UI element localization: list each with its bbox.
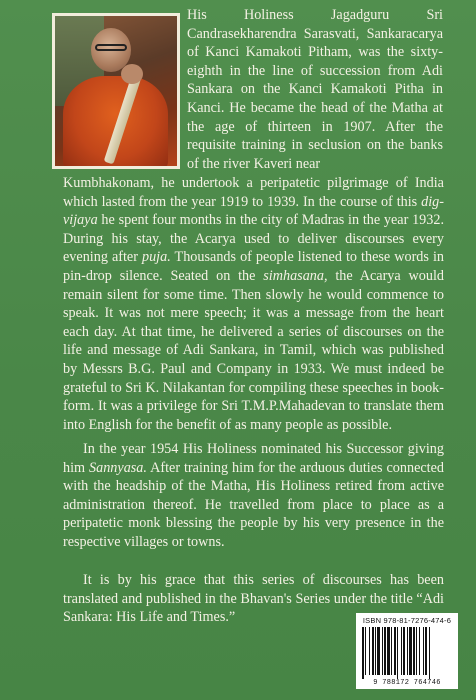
barcode-bar [423, 627, 424, 675]
text-run: Kumbhakonam, he undertook a peripatetic pilgrimage of India which lasted from the year 1919 to 1939. In the course of this [63, 175, 444, 210]
barcode-bar [394, 627, 396, 675]
barcode-bar [401, 627, 402, 675]
barcode-bar [419, 627, 420, 675]
barcode-bar [429, 627, 430, 679]
barcode-bar [413, 627, 415, 675]
barcode-icon [360, 627, 454, 679]
photo-glasses [95, 44, 127, 51]
italic-term-dig-vijaya: dig-vijaya [63, 193, 444, 229]
italic-term-simhasana: simhasana, [263, 267, 328, 284]
barcode-bar [425, 627, 427, 675]
barcode-bar [407, 627, 408, 675]
photo-hand [121, 64, 143, 84]
barcode-bar [403, 627, 405, 675]
bio-paragraph-1-continued [63, 174, 444, 434]
italic-term-puja: puja. [141, 249, 171, 266]
author-photo [55, 16, 177, 166]
text-run: Thousands of people listened to these words in pin-drop silence. Seated on the [63, 249, 444, 284]
barcode-bar [409, 627, 412, 675]
italic-term-sannyasa: Sannyasa. [89, 459, 147, 476]
barcode-bar [362, 627, 364, 679]
barcode-bar [391, 627, 392, 675]
barcode-bar [384, 627, 386, 675]
barcode-bar [416, 627, 417, 675]
text-run: After training him for the arduous duties connected with the headship of the Matha, His Holiness retired from active administration thereof. He travelled from place to place as a peripatetic monk blessing the people by his very presence in the respective villages or towns. [63, 459, 444, 550]
barcode-bar [377, 627, 380, 675]
isbn-label: ISBN 978-81-7276-474-6 [362, 616, 452, 625]
barcode-bar [369, 627, 370, 675]
barcode-bar [365, 627, 366, 675]
barcode-box [356, 613, 458, 689]
bio-paragraph-3: It is by his grace that this series of discourses has been translated and published in the Bhavan's Series under the title “Adi Sankara: His Life and Times.” [63, 572, 444, 626]
text-run: the Acarya would remain silent for some time. Then slowly he would commence to speak. It was not mere speech; it was a message from the heart each day. At that time, he delivered a series of discourses on the life and message of Adi Sankara, in Tamil, which was published by Messrs B.G. Paul and Company in 1933. We must indeed be grateful to Sri K. Nilakantan for compiling these speeches in book-form. It was a privilege for Sri T.M.P.Mahadevan to translate them into English for the benefit of as many people as possible. [63, 267, 444, 433]
author-photo-frame [52, 13, 180, 169]
barcode-bar [375, 627, 376, 675]
bio-paragraph-1-top: His Holiness Jagadguru Sri Candrasekharendra Sarasvati, Sankaracarya of Kanci Kamakoti Pitham, was the sixty-eighth in the line of succession from Adi Sankara on the Kanci Kamakoti Pitha in Kanci. He became the head of the Matha at the age of thirteen in 1907. After the requisite training in seclusion on the banks of the river Kaveri near [187, 7, 443, 172]
text-run: he spent four months in the city of Madras in the year 1932. During his stay, the Acarya used to deliver discourses every evening after [63, 212, 444, 266]
barcode-bar [397, 627, 398, 679]
barcode-bar [372, 627, 374, 675]
barcode-digits: 9 788172 764746 [373, 679, 441, 687]
text-run: In the year 1954 His Holiness nominated his Successor giving him [63, 441, 444, 476]
barcode-bar [387, 627, 390, 675]
barcode-bar [382, 627, 383, 675]
bio-paragraph-2 [63, 440, 444, 552]
